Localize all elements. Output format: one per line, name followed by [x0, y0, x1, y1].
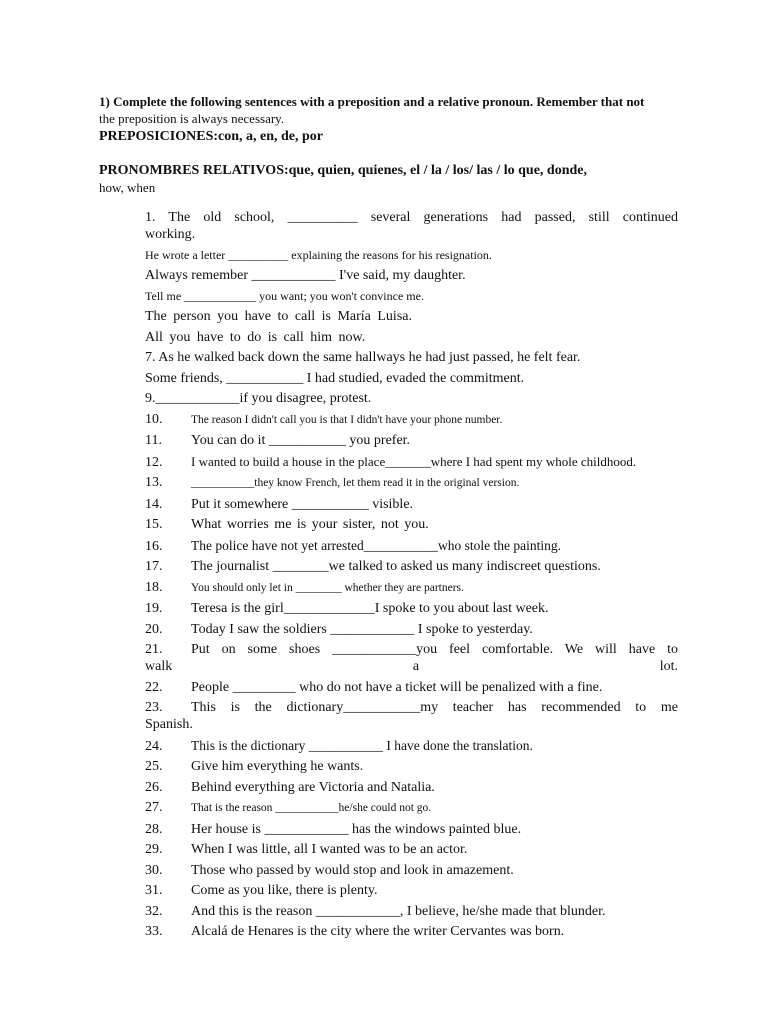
exercise-number: 14. [145, 496, 163, 512]
exercise-text: He wrote a letter __________ explaining the reasons for his resignation. [145, 247, 492, 262]
exercise-number: 20. [145, 621, 163, 637]
exercise-text: That is the reason ___________he/she could not go. [191, 802, 432, 814]
exercise-number: 31. [145, 883, 163, 898]
exercise-number: 33. [145, 924, 163, 939]
relativos-line-2: how, when [99, 180, 156, 195]
exercise-text: I wanted to build a house in the place_______where I had spent my whole childhood. [191, 453, 637, 469]
exercise-item-21 [145, 641, 678, 675]
exercise-item-32 [145, 903, 678, 920]
exercise-text: When I was little, all I wanted was to be an actor. [191, 842, 468, 857]
exercise-number: 12. [145, 454, 163, 470]
exercise-text: Today I saw the soldiers ____________ I spoke to yesterday. [191, 621, 533, 637]
exercise-number: 16. [145, 538, 163, 554]
exercise-text: Her house is ____________ has the windows painted blue. [191, 821, 522, 837]
exercise-number: 10. [145, 411, 163, 427]
exercise-number: 23. [145, 700, 163, 715]
instruction-line-2: the preposition is always necessary. [99, 111, 285, 126]
exercise-item-18 [145, 579, 678, 597]
exercise-item-2 [145, 247, 678, 264]
exercise-text: The police have not yet arrested___________who stole the painting. [191, 537, 562, 553]
exercise-continuation: walk a lot. [145, 659, 678, 674]
exercise-item-14 [145, 496, 678, 513]
relativos-line-1: PRONOMBRES RELATIVOS:que, quien, quienes, el / la / los/ las / lo que, donde, [99, 163, 587, 178]
exercise-text: 7. As he walked back down the same hallways he had just passed, he felt fear. [145, 350, 581, 365]
exercise-item-9 [145, 390, 678, 407]
exercise-text: Come as you like, there is plenty. [191, 883, 378, 898]
exercise-number: 30. [145, 862, 163, 878]
exercise-number: 32. [145, 903, 163, 919]
exercise-text: Always remember ____________ I've said, my daughter. [145, 268, 466, 283]
exercise-number: 11. [145, 433, 162, 448]
exercise-item-1 [145, 209, 678, 243]
exercise-item-28 [145, 821, 678, 838]
exercise-item-8 [145, 370, 678, 387]
exercise-item-10 [145, 411, 678, 429]
exercise-number: 26. [145, 779, 163, 795]
exercise-number: 27. [145, 800, 163, 815]
exercise-item-30 [145, 862, 678, 879]
exercise-number: 22. [145, 679, 163, 695]
exercise-text: The reason I didn't call you is that I didn't have your phone number. [191, 413, 503, 426]
exercise-item-29 [145, 841, 678, 858]
exercise-text: You can do it ___________ you prefer. [191, 433, 411, 448]
exercise-text: You should only let in ________ whether they are partners. [191, 581, 464, 594]
exercise-item-6 [145, 329, 678, 346]
exercise-text: Tell me ____________ you want; you won't convince me. [145, 288, 424, 303]
exercise-item-19 [145, 600, 678, 617]
exercise-item-15 [145, 516, 678, 533]
exercise-text: People _________ who do not have a ticket will be penalized with a fine. [191, 679, 603, 695]
exercise-item-27 [145, 799, 678, 817]
exercise-text: Some friends, ___________ I had studied, evaded the commitment. [145, 370, 525, 386]
exercise-text: Those who passed by would stop and look in amazement. [191, 862, 514, 878]
exercise-item-24 [145, 737, 678, 755]
exercise-item-4 [145, 288, 678, 305]
exercise-text: 9.____________if you disagree, protest. [145, 391, 372, 406]
exercise-number: 18. [145, 579, 163, 595]
exercise-number: 28. [145, 821, 163, 837]
exercise-text: This is the dictionary___________my teacher has recommended to me [191, 700, 678, 715]
exercise-text: The journalist ________we talked to asked us many indiscreet questions. [191, 559, 601, 574]
exercise-item-33 [145, 923, 678, 940]
exercise-item-16 [145, 537, 678, 555]
exercise-item-25 [145, 758, 678, 775]
exercise-text: Behind everything are Victoria and Natalia. [191, 779, 435, 795]
instruction-line-1: 1) Complete the following sentences with a preposition and a relative pronoun. Remember that not [99, 94, 645, 109]
exercise-item-20 [145, 621, 678, 638]
exercise-number: 19. [145, 601, 163, 616]
exercise-text: 1. The old school, __________ several generations had passed, still continued [145, 210, 678, 225]
exercise-text: All you have to do is call him now. [145, 329, 366, 345]
exercise-number: 15. [145, 517, 163, 532]
exercise-text: Give him everything he wants. [191, 759, 364, 774]
exercise-text: And this is the reason ____________, I believe, he/she made that blunder. [191, 903, 606, 919]
exercise-number: 25. [145, 759, 163, 774]
exercise-item-23 [145, 699, 678, 733]
exercise-number: 24. [145, 738, 163, 754]
exercise-list [145, 209, 678, 944]
exercise-text: ___________they know French, let them read it in the original version. [191, 477, 520, 489]
exercise-number: 17. [145, 559, 163, 574]
exercise-continuation: Spanish. [145, 717, 193, 732]
exercise-text: What worries me is your sister, not you. [191, 517, 429, 532]
exercise-item-3 [145, 267, 678, 284]
exercise-text: The person you have to call is María Luisa. [145, 309, 412, 324]
exercise-item-12 [145, 453, 678, 471]
exercise-item-11 [145, 432, 678, 449]
exercise-text: Alcalá de Henares is the city where the writer Cervantes was born. [191, 924, 565, 939]
exercise-number: 13. [145, 475, 163, 490]
exercise-item-7 [145, 349, 678, 366]
exercise-item-31 [145, 882, 678, 899]
exercise-number: 29. [145, 842, 163, 857]
exercise-number: 21. [145, 642, 163, 657]
exercise-item-17 [145, 558, 678, 575]
instructions [99, 93, 679, 127]
exercise-item-22 [145, 679, 678, 696]
exercise-text: This is the dictionary ___________ I have done the translation. [191, 737, 533, 753]
exercise-item-26 [145, 779, 678, 796]
exercise-text: Put it somewhere ___________ visible. [191, 496, 414, 512]
exercise-item-5 [145, 308, 678, 325]
preposiciones-heading: PREPOSICIONES:con, a, en, de, por [99, 129, 324, 144]
relativos-heading [99, 162, 679, 197]
exercise-continuation: working. [145, 227, 196, 242]
exercise-item-13 [145, 474, 678, 492]
exercise-text: Teresa is the girl_____________I spoke to you about last week. [191, 601, 549, 616]
exercise-text: Put on some shoes ____________you feel comfortable. We will have to [191, 642, 678, 657]
